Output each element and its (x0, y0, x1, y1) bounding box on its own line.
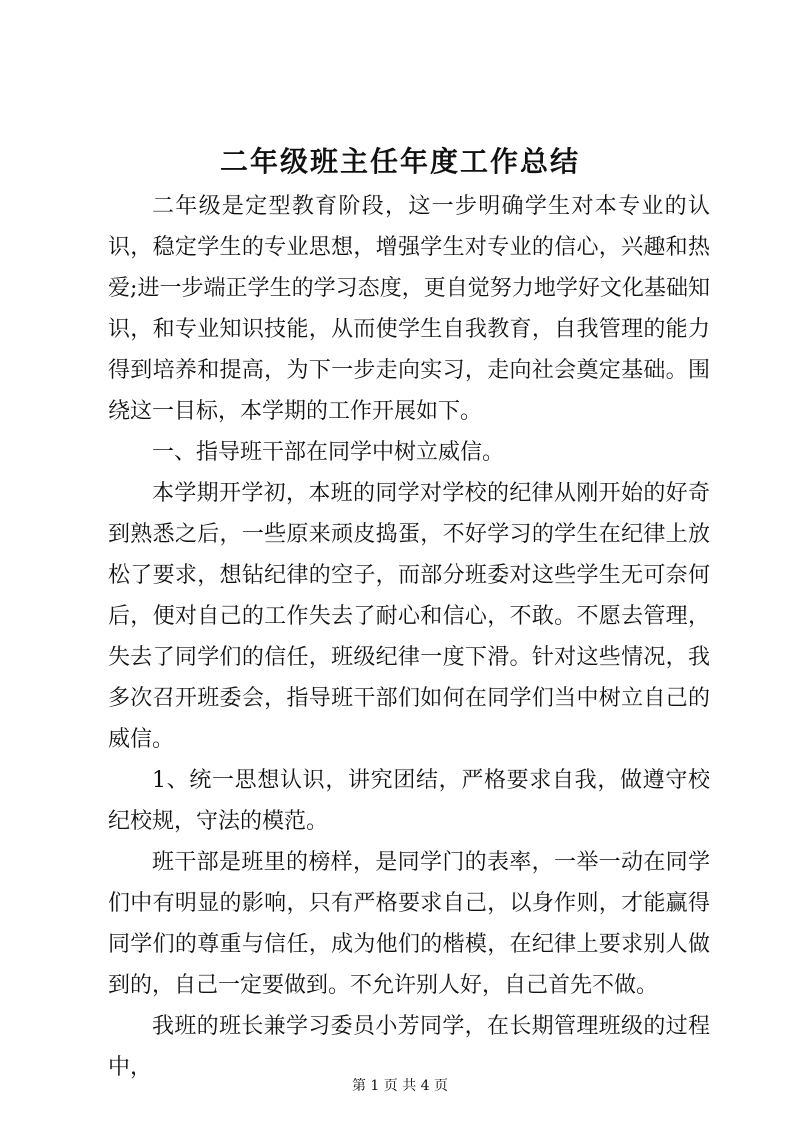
paragraph-monitor: 我班的班长兼学习委员小芳同学，在长期管理班级的过程中， (108, 1014, 710, 1080)
paragraph-role-model: 班干部是班里的榜样，是同学门的表率，一举一动在同学们中有明显的影响，只有严格要求自己，以身作则，才能赢得同学们的尊重与信任，成为他们的楷模，在纪律上要求别人做到的，自己一定要做到。不允许别人好，自己首先不做。 (108, 850, 710, 998)
document-title: 二年级班主任年度工作总结 (219, 145, 580, 178)
subheading-1: 1、统一思想认识，讲究团结，严格要求自我，做遵守校纪校规，守法的模范。 (108, 768, 710, 834)
page-footer: 第 1 页 共 4 页 (351, 1078, 449, 1094)
section-heading-1: 一、指导班干部在同学中树立威信。 (152, 440, 505, 465)
paragraph-intro: 二年级是定型教育阶段，这一步明确学生对本专业的认识，稳定学生的专业思想，增强学生对专业的信心，兴趣和热爱;进一步端正学生的学习态度，更自觉努力地学好文化基础知识，和专业知识技能，从而使学生自我教育，自我管理的能力得到培养和提高，为下一步走向实习，走向社会奠定基础。围绕这一目标，本学期的工作开展如下。 (108, 194, 710, 424)
paragraph-discipline: 本学期开学初，本班的同学对学校的纪律从刚开始的好奇到熟悉之后，一些原来顽皮捣蛋，不好学习的学生在纪律上放松了要求，想钻纪律的空子，而部分班委对这些学生无可奈何后，便对自己的工作失去了耐心和信心，不敢。不愿去管理，失去了同学们的信任，班级纪律一度下滑。针对这些情况，我多次召开班委会，指导班干部们如何在同学们当中树立自己的威信。 (108, 481, 710, 752)
document-body (108, 186, 710, 1088)
